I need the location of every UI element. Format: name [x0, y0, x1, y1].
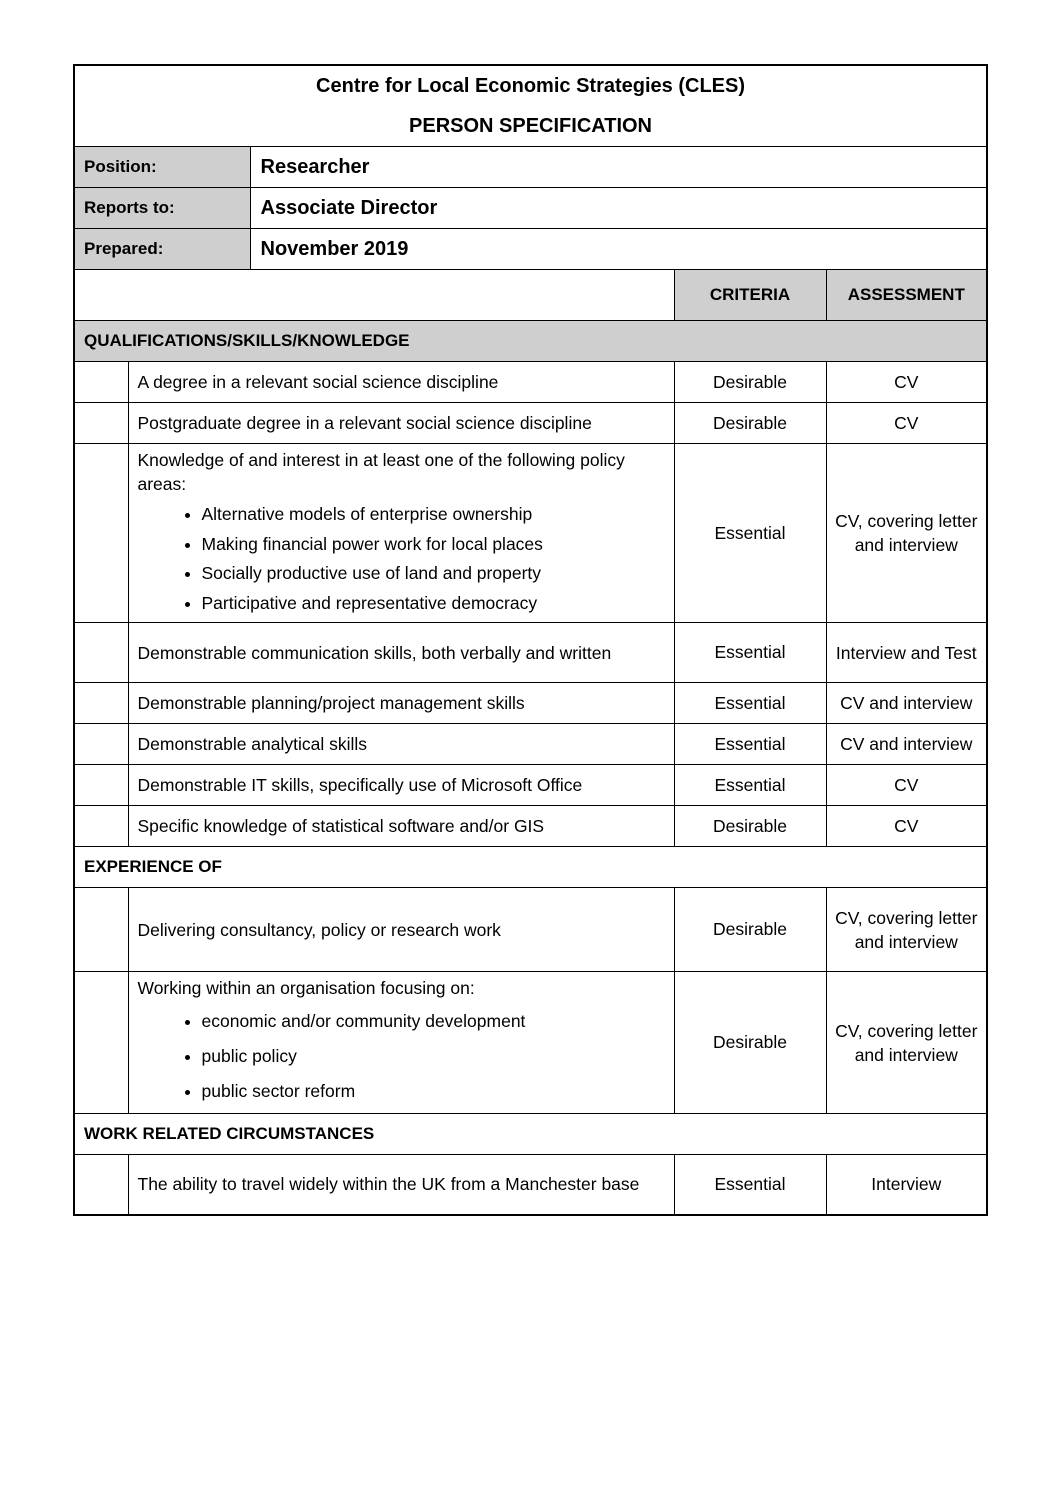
row-assessment: CV, covering letter and interview [826, 444, 987, 623]
row-description: Working within an organisation focusing on: [137, 978, 475, 998]
list-item: • Participative and representative democracy [202, 589, 666, 619]
row-marker-cell [74, 972, 128, 1114]
position-label: Position: [74, 147, 250, 188]
row-description: Demonstrable planning/project management skills [128, 683, 674, 724]
row-marker-cell [74, 403, 128, 444]
row-description: Knowledge of and interest in at least one of the following policy areas: [137, 450, 625, 494]
organisation-focus-list [138, 1004, 666, 1109]
row-description-with-list [128, 444, 674, 623]
row-criteria: Desirable [674, 806, 826, 847]
document-title: PERSON SPECIFICATION [409, 115, 653, 137]
section-heading: WORK RELATED CIRCUMSTANCES [74, 1114, 987, 1155]
row-description: Specific knowledge of statistical software and/or GIS [128, 806, 674, 847]
table-row [74, 972, 987, 1114]
policy-areas-list [138, 500, 666, 618]
prepared-value: November 2019 [250, 229, 987, 270]
reports-to-label: Reports to: [74, 188, 250, 229]
row-criteria: Essential [674, 765, 826, 806]
table-row [74, 806, 987, 847]
list-item: • public policy [202, 1039, 666, 1074]
row-criteria: Desirable [674, 403, 826, 444]
row-marker-cell [74, 765, 128, 806]
row-description: Demonstrable communication skills, both verbally and written [128, 623, 674, 683]
row-description: Demonstrable analytical skills [128, 724, 674, 765]
row-description: The ability to travel widely within the UK from a Manchester base [128, 1155, 674, 1215]
list-item: • Socially productive use of land and property [202, 559, 666, 589]
row-description: Demonstrable IT skills, specifically use of Microsoft Office [128, 765, 674, 806]
row-marker-cell [74, 623, 128, 683]
organisation-name: Centre for Local Economic Strategies (CLES) [316, 75, 746, 97]
row-description-with-list [128, 972, 674, 1114]
row-criteria: Essential [674, 683, 826, 724]
list-item: • Making financial power work for local places [202, 530, 666, 560]
section-heading-row [74, 1114, 987, 1155]
row-criteria: Essential [674, 623, 826, 683]
table-row [74, 888, 987, 972]
row-criteria: Desirable [674, 888, 826, 972]
row-criteria: Essential [674, 724, 826, 765]
title-row [74, 65, 987, 147]
row-assessment: CV [826, 806, 987, 847]
blank-header-cell [74, 270, 674, 321]
person-specification-table [73, 64, 988, 1216]
prepared-label: Prepared: [74, 229, 250, 270]
row-marker-cell [74, 1155, 128, 1215]
list-item: • public sector reform [202, 1074, 666, 1109]
row-assessment: CV and interview [826, 683, 987, 724]
meta-row-position [74, 147, 987, 188]
table-row [74, 403, 987, 444]
row-criteria: Desirable [674, 972, 826, 1114]
row-assessment: Interview and Test [826, 623, 987, 683]
table-row [74, 623, 987, 683]
row-marker-cell [74, 444, 128, 623]
row-assessment: CV [826, 403, 987, 444]
row-assessment: CV [826, 362, 987, 403]
table-row [74, 444, 987, 623]
table-row [74, 683, 987, 724]
list-item: • Alternative models of enterprise ownership [202, 500, 666, 530]
row-description: Postgraduate degree in a relevant social science discipline [128, 403, 674, 444]
row-assessment: CV and interview [826, 724, 987, 765]
section-heading: QUALIFICATIONS/SKILLS/KNOWLEDGE [74, 321, 987, 362]
position-value: Researcher [250, 147, 987, 188]
column-header-row [74, 270, 987, 321]
row-marker-cell [74, 724, 128, 765]
row-criteria: Essential [674, 444, 826, 623]
table-row [74, 765, 987, 806]
criteria-column-header: CRITERIA [674, 270, 826, 321]
table-row [74, 362, 987, 403]
row-marker-cell [74, 362, 128, 403]
meta-row-prepared [74, 229, 987, 270]
row-criteria: Essential [674, 1155, 826, 1215]
row-assessment: CV, covering letter and interview [826, 972, 987, 1114]
row-description: A degree in a relevant social science discipline [128, 362, 674, 403]
table-row [74, 1155, 987, 1215]
list-item: • economic and/or community development [202, 1004, 666, 1039]
section-heading: EXPERIENCE OF [74, 847, 987, 888]
row-criteria: Desirable [674, 362, 826, 403]
section-heading-row [74, 847, 987, 888]
row-assessment: CV [826, 765, 987, 806]
reports-to-value: Associate Director [250, 188, 987, 229]
table-row [74, 724, 987, 765]
section-heading-row [74, 321, 987, 362]
row-assessment: Interview [826, 1155, 987, 1215]
assessment-column-header: ASSESSMENT [826, 270, 987, 321]
document-header [74, 65, 987, 147]
row-marker-cell [74, 888, 128, 972]
meta-row-reports-to [74, 188, 987, 229]
row-marker-cell [74, 806, 128, 847]
row-description: Delivering consultancy, policy or research work [128, 888, 674, 972]
row-assessment: CV, covering letter and interview [826, 888, 987, 972]
row-marker-cell [74, 683, 128, 724]
